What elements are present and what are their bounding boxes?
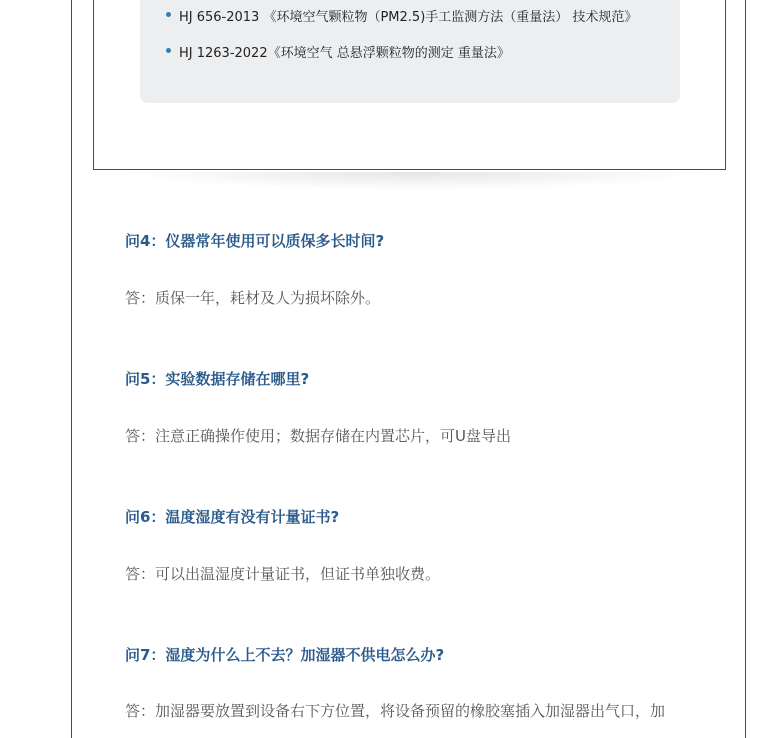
faq-question: 问7：湿度为什么上不去？加湿器不供电怎么办?: [125, 646, 445, 664]
faq-question: 问4：仪器常年使用可以质保多长时间?: [125, 232, 385, 250]
faq-answer: 答：可以出温湿度计量证书，但证书单独收费。: [125, 565, 441, 583]
card-shadow: [120, 172, 710, 190]
standard-text: HJ 656-2013 《环境空气颗粒物（PM2.5)手工监测方法（重量法） 技术规范》: [179, 10, 638, 25]
bullet-icon: [166, 48, 171, 53]
faq-answer: 答：质保一年，耗材及人为损坏除外。: [125, 289, 381, 307]
faq-answer: 答：注意正确操作使用；数据存储在内置芯片，可U盘导出: [125, 427, 511, 445]
faq-answer: 答：加湿器要放置到设备右下方位置，将设备预留的橡胶塞插入加湿器出气口，加: [125, 702, 666, 720]
bullet-icon: [166, 12, 171, 17]
faq-question: 问5：实验数据存储在哪里?: [125, 370, 310, 388]
faq-question: 问6：温度湿度有没有计量证书?: [125, 508, 340, 526]
standard-text: HJ 1263-2022《环境空气 总悬浮颗粒物的测定 重量法》: [179, 46, 510, 61]
